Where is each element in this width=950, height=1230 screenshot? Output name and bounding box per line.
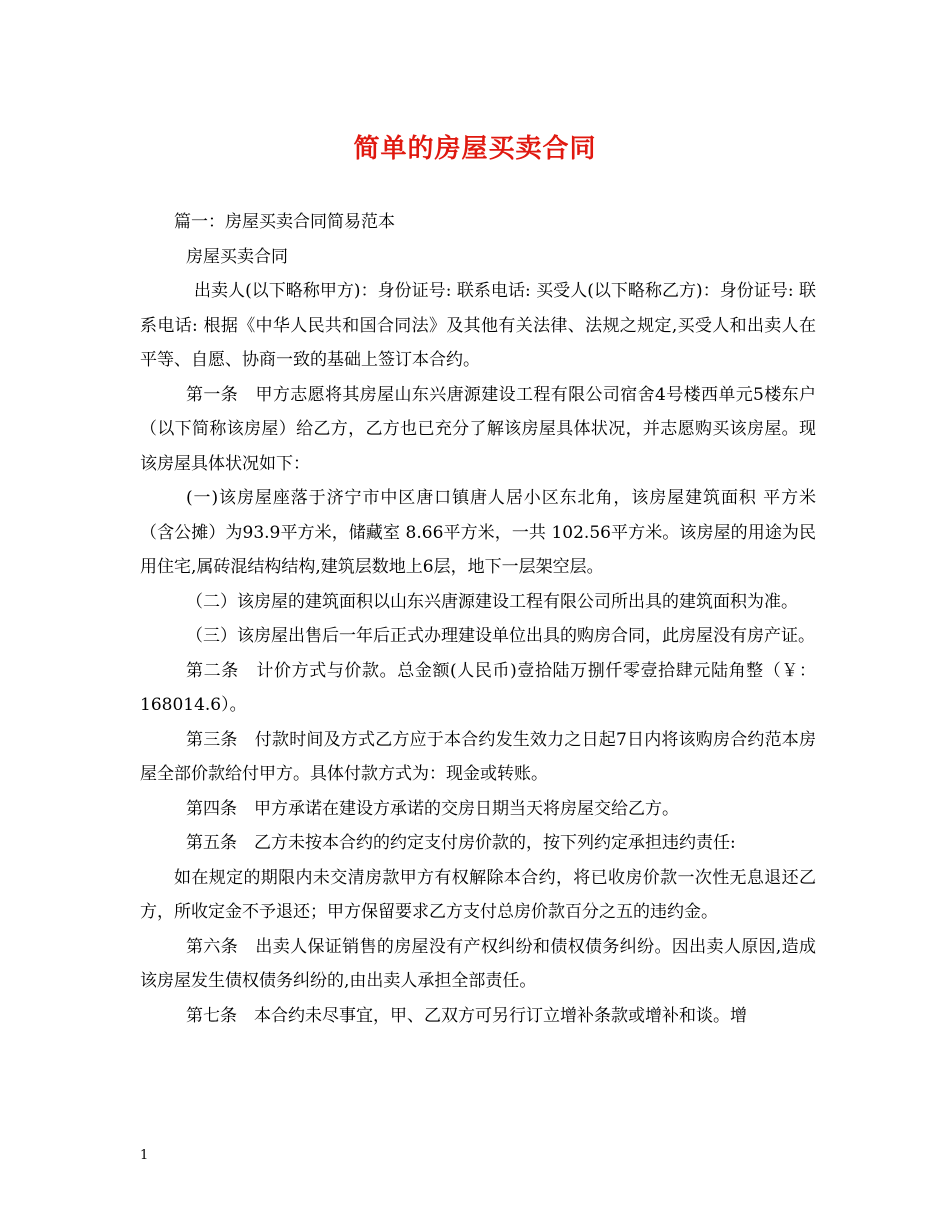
article-4: 第四条 甲方承诺在建设方承诺的交房日期当天将房屋交给乙方。 bbox=[186, 798, 679, 819]
contract-subtitle: 房屋买卖合同 bbox=[186, 246, 288, 267]
document-title: 简单的房屋买卖合同 bbox=[353, 134, 597, 164]
article-1: 第一条 甲方志愿将其房屋山东兴唐源建设工程有限公司宿舍4号楼西单元5楼东户（以下简称该房屋）给乙方，乙方也已充分了解该房屋具体状况，并志愿购买该房屋。现该房屋具体状况如下： bbox=[140, 384, 816, 474]
article-2: 第二条 计价方式与价款。总金额(人民币)壹拾陆万捌仟零壹拾肆元陆角整（￥：168014.6）。 bbox=[140, 660, 816, 715]
article-3: 第三条 付款时间及方式乙方应于本合约发生效力之日起7日内将该购房合约范本房屋全部价款给付甲方。具体付款方式为：现金或转账。 bbox=[140, 729, 816, 784]
article-5: 第五条 乙方未按本合约的约定支付房价款的，按下列约定承担违约责任: bbox=[186, 833, 736, 853]
section-heading: 篇一：房屋买卖合同简易范本 bbox=[174, 212, 395, 232]
article-6: 第六条 出卖人保证销售的房屋没有产权纠纷和债权债务纠纷。因出卖人原因,造成该房屋发生债权债务纠纷的,由出卖人承担全部责任。 bbox=[140, 936, 816, 991]
article-1-item-1: (一)该房屋座落于济宁市中区唐口镇唐人居小区东北角，该房屋建筑面积 平方米（含公摊）为93.9平方米，储藏室 8.66平方米，一共 102.56平方米。该房屋的用途为民用住宅,属砖混结构结构,建筑层数地上6层，地下一层架空层。 bbox=[140, 488, 816, 577]
article-5-detail: 如在规定的期限内未交清房款甲方有权解除本合约，将已收房价款一次性无息退还乙方，所收定金不予退还；甲方保留要求乙方支付总房价款百分之五的违约金。 bbox=[140, 867, 816, 922]
article-1-item-3: （三）该房屋出售后一年后正式办理建设单位出具的购房合同，此房屋没有房产证。 bbox=[186, 626, 815, 646]
article-1-item-2: （二）该房屋的建筑面积以山东兴唐源建设工程有限公司所出具的建筑面积为准。 bbox=[186, 591, 798, 612]
page-number: 1 bbox=[140, 1148, 149, 1163]
article-7: 第七条 本合约未尽事宜，甲、乙双方可另行订立增补条款或增补和谈。增 bbox=[186, 1005, 747, 1026]
parties-paragraph: 出卖人(以下略称甲方)：身份证号: 联系电话: 买受人(以下略称乙方)：身份证号: 联系电话: 根据《中华人民共和国合同法》及其他有关法律、法规之规定,买受人和出卖人在平等、自愿、协商一致的基础上签订本合约。 bbox=[140, 281, 816, 370]
document-body bbox=[140, 205, 816, 1033]
